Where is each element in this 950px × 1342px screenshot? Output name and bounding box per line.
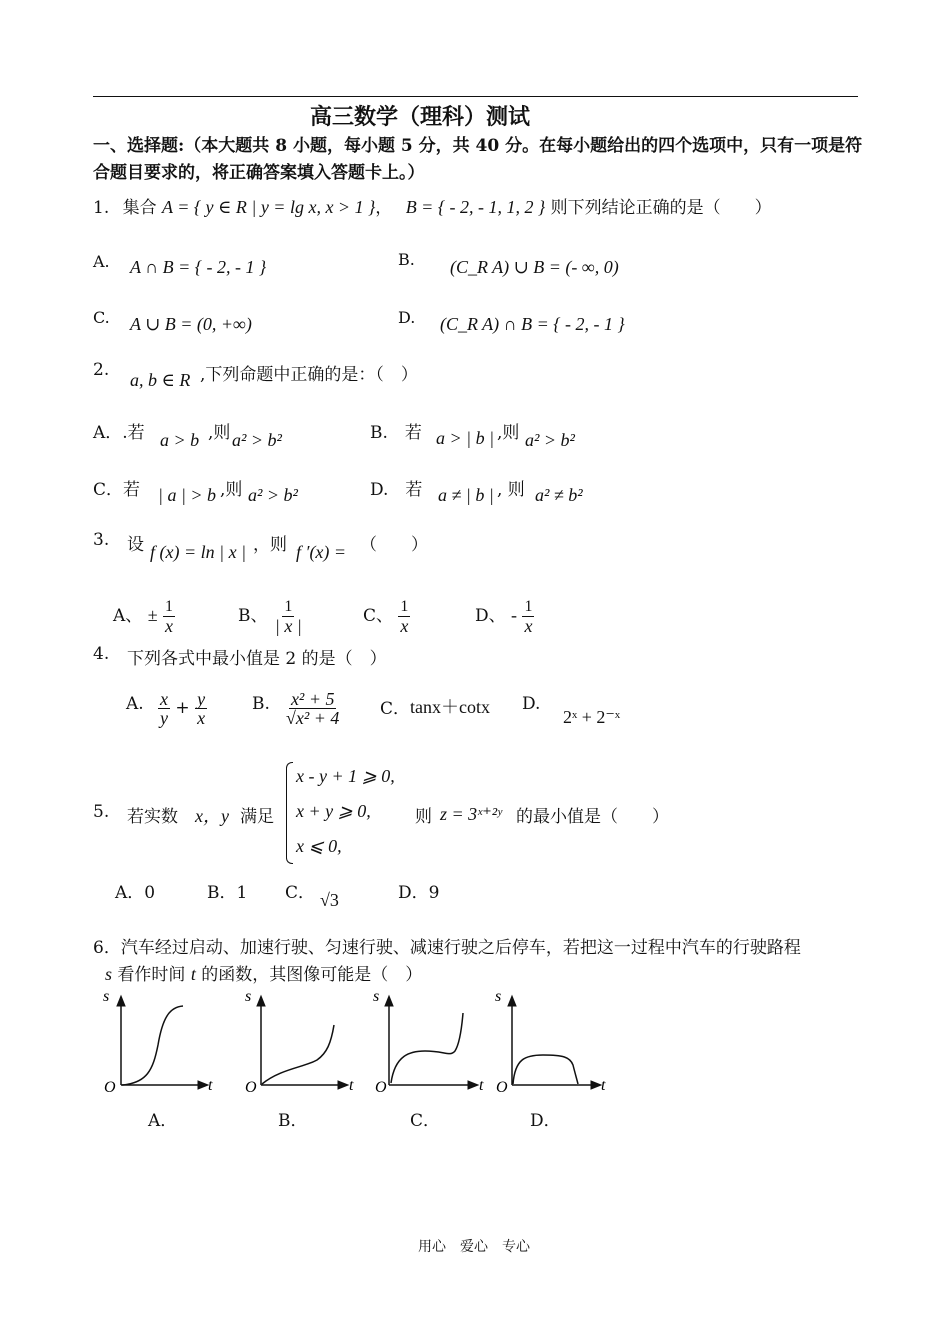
q3-option-b-den: | x | [274, 616, 302, 636]
q6-graphs [95, 985, 625, 1095]
q6-var-t: t [190, 964, 196, 984]
q2-option-b-result: a² > b² [525, 430, 575, 450]
q4-number: 4. [93, 644, 110, 664]
graph-a-label: A． [148, 1111, 178, 1131]
q2-option-a-then: ,则 [208, 423, 231, 443]
q2-option-b-label: B. 若 [370, 423, 422, 443]
q5-option-d: D．9 [398, 883, 440, 903]
q3-option-c-num: 1 [400, 598, 409, 615]
q4-option-a-label: A. [126, 694, 144, 714]
q3-option-a-label: A、 [113, 606, 143, 626]
q3-option-b-label: B、 [238, 606, 268, 626]
graph-a-ylabel: s [103, 988, 110, 1005]
q4-option-a-n2: y [197, 689, 206, 709]
q3-option-c-fraction [398, 598, 410, 635]
q3-option-b-fraction [273, 598, 304, 635]
q1-option-d-label: D. [398, 308, 416, 327]
q3-option-d-fraction [522, 598, 534, 635]
q1-option-a: A ∩ B = { - 2, - 1 } [130, 257, 267, 277]
graph-d [495, 988, 606, 1095]
graph-b-curve [262, 1025, 334, 1084]
q2-option-c-result: a² > b² [248, 485, 298, 505]
q6-var-s: s [105, 964, 113, 984]
q1-text-2: 则下列结论正确的是（ ） [550, 198, 772, 218]
q1-set-b: B = { - 2, - 1, 1, 2 } [405, 197, 546, 217]
graph-b [245, 988, 354, 1095]
q2-option-c-then: ,则 [220, 480, 243, 500]
graph-d-xlabel: t [601, 1077, 606, 1094]
graph-b-xlabel: t [349, 1077, 354, 1094]
q4-option-b-fraction [284, 690, 341, 727]
q5-option-b: B．1 [207, 883, 248, 903]
q3-option-d-prefix: - [511, 605, 518, 625]
q6-text-line-2 [105, 960, 422, 985]
q6-text-3: 的函数，其图像可能是（ ） [201, 965, 423, 985]
q4-option-a-n1: x [160, 689, 168, 709]
q1-text: 集合 [122, 198, 157, 218]
graph-a [103, 988, 213, 1095]
q2-option-d-if: a ≠ | b | [438, 485, 494, 505]
q2-text: ,下列命题中正确的是：（ ） [200, 365, 418, 385]
q3-option-c-den: x [400, 616, 409, 636]
q3-option-a-fraction [163, 598, 175, 635]
q4-option-a-frac-2 [195, 690, 207, 727]
q2-option-a-label: A．.若 [93, 423, 145, 443]
q3-option-d [475, 598, 534, 635]
page-title: 高三数学（理科）测试 [310, 104, 531, 130]
q4-option-a [158, 690, 207, 727]
q3-option-d-num: 1 [524, 598, 533, 615]
q5-text-2: 满足 [240, 807, 274, 827]
graph-d-label: D． [530, 1111, 561, 1131]
q2-option-d-result: a² ≠ b² [535, 485, 583, 505]
q5-option-c-value: √3 [320, 890, 339, 910]
q5-option-a: A．0 [115, 883, 156, 903]
graph-c-ylabel: s [373, 988, 380, 1005]
q5-option-c-label: C． [285, 883, 316, 903]
q4-option-b [284, 690, 341, 727]
q2-option-d-label: D. 若 [370, 480, 423, 500]
q3-number: 3. [93, 530, 110, 550]
graph-c-curve [391, 1013, 463, 1083]
q2-option-b-if: a > | b | [436, 428, 495, 448]
q2-option-a-if: a > b [160, 430, 200, 450]
q4-option-a-d2: x [197, 708, 206, 728]
q3-option-a-prefix: ± [147, 605, 158, 625]
q5-number: 5. [93, 802, 110, 822]
q1-set-a: A = { y ∈ R | y = lg x, x > 1 } [162, 197, 376, 217]
graph-c-origin: O [375, 1079, 387, 1095]
q5-objective: z = 3ˣ⁺²ʸ [440, 804, 502, 824]
top-rule [93, 96, 858, 97]
q1-option-d: (C_R A) ∩ B = { - 2, - 1 } [440, 314, 625, 334]
q3-option-d-den: x [524, 616, 533, 636]
graph-b-label: B． [278, 1111, 308, 1131]
q5-text-4: 的最小值是（ ） [516, 807, 669, 827]
q3-option-a-num: 1 [164, 598, 173, 615]
q3-option-a [113, 598, 175, 635]
q2-option-a-result: a² > b² [232, 430, 282, 450]
q2-option-c-if: | a | > b [158, 485, 217, 505]
page-footer: 用心 爱心 专心 [418, 1239, 530, 1255]
q6-text-line-1: 6．汽车经过启动、加速行驶、匀速行驶、减速行驶之后停车，若把这一过程中汽车的行驶路程 [93, 938, 801, 958]
graph-c-label: C． [410, 1111, 441, 1131]
q5-constraint-3: x ⩽ 0, [296, 836, 342, 856]
graph-c [373, 988, 484, 1095]
q2-condition: a, b ∈ R [130, 370, 191, 390]
q3-function: f (x) = ln | x | [150, 542, 247, 562]
q6-text-2: 看作时间 [117, 965, 186, 985]
q2-option-c-label: C．若 [93, 480, 141, 500]
graph-c-xlabel: t [479, 1077, 484, 1094]
q3-option-a-den: x [164, 616, 173, 636]
graph-a-origin: O [104, 1079, 116, 1095]
graph-a-curve [122, 1006, 183, 1085]
q3-option-b-num: 1 [284, 598, 293, 615]
graph-d-curve [513, 1055, 578, 1084]
q1-option-b: (C_R A) ∪ B = (- ∞, 0) [450, 257, 619, 277]
q1-option-c: A ∪ B = (0, +∞) [130, 314, 252, 334]
q5-constraint-1: x - y + 1 ⩾ 0, [296, 766, 395, 786]
q4-option-a-frac-1 [158, 690, 170, 727]
q3-option-c [363, 598, 410, 635]
q3-text: 设 [127, 535, 144, 555]
q1-number: 1. [93, 198, 110, 218]
q5-text: 若实数 [127, 807, 178, 827]
q4-option-a-d1: y [160, 708, 168, 728]
graph-a-xlabel: t [208, 1077, 213, 1094]
q5-constraint-2: x + y ⩾ 0, [296, 801, 371, 821]
q3-option-d-label: D、 [475, 606, 506, 626]
q4-option-d: 2ˣ + 2⁻ˣ [563, 707, 621, 727]
q4-option-a-plus: + [175, 698, 190, 718]
question-1 [93, 193, 772, 218]
q3-derivative: f ′(x) = [296, 542, 347, 562]
q4-option-d-label: D. [522, 694, 541, 714]
q3-paren: （ ） [360, 535, 428, 555]
q1-option-b-label: B. [398, 250, 415, 269]
q1-option-a-label: A. [93, 252, 110, 271]
q3-option-c-label: C、 [363, 606, 394, 626]
q2-option-d-then: , 则 [497, 480, 525, 500]
q4-text: 下列各式中最小值是 2 的是（ ） [127, 649, 387, 669]
q5-text-3: 则 [415, 807, 432, 827]
graph-b-origin: O [245, 1079, 257, 1095]
q5-vars: x，y [195, 806, 229, 826]
q4-option-c: tanx＋cotx [410, 697, 490, 717]
q1-option-c-label: C. [93, 308, 110, 327]
q2-option-b-then: ,则 [497, 423, 520, 443]
graph-d-origin: O [496, 1079, 508, 1095]
q2-number: 2. [93, 360, 110, 380]
q4-option-c-label: C． [380, 699, 411, 719]
q4-option-b-den: √x² + 4 [286, 708, 340, 728]
graph-d-ylabel: s [495, 988, 502, 1005]
graph-b-ylabel: s [245, 988, 252, 1005]
q3-text-2: ，则 [253, 535, 287, 555]
section-heading: 一、选择题:（本大题共 8 小题，每小题 5 分，共 40 分。在每小题给出的四个选项中，只有一项是符合题目要求的，将正确答案填入答题卡上。） [93, 136, 863, 183]
q1-comma: ， [375, 198, 393, 218]
q5-constraint-brace [286, 762, 293, 864]
q4-option-b-label: B. [252, 694, 270, 714]
q4-option-b-num: x² + 5 [290, 689, 335, 709]
q3-option-b [238, 598, 304, 635]
